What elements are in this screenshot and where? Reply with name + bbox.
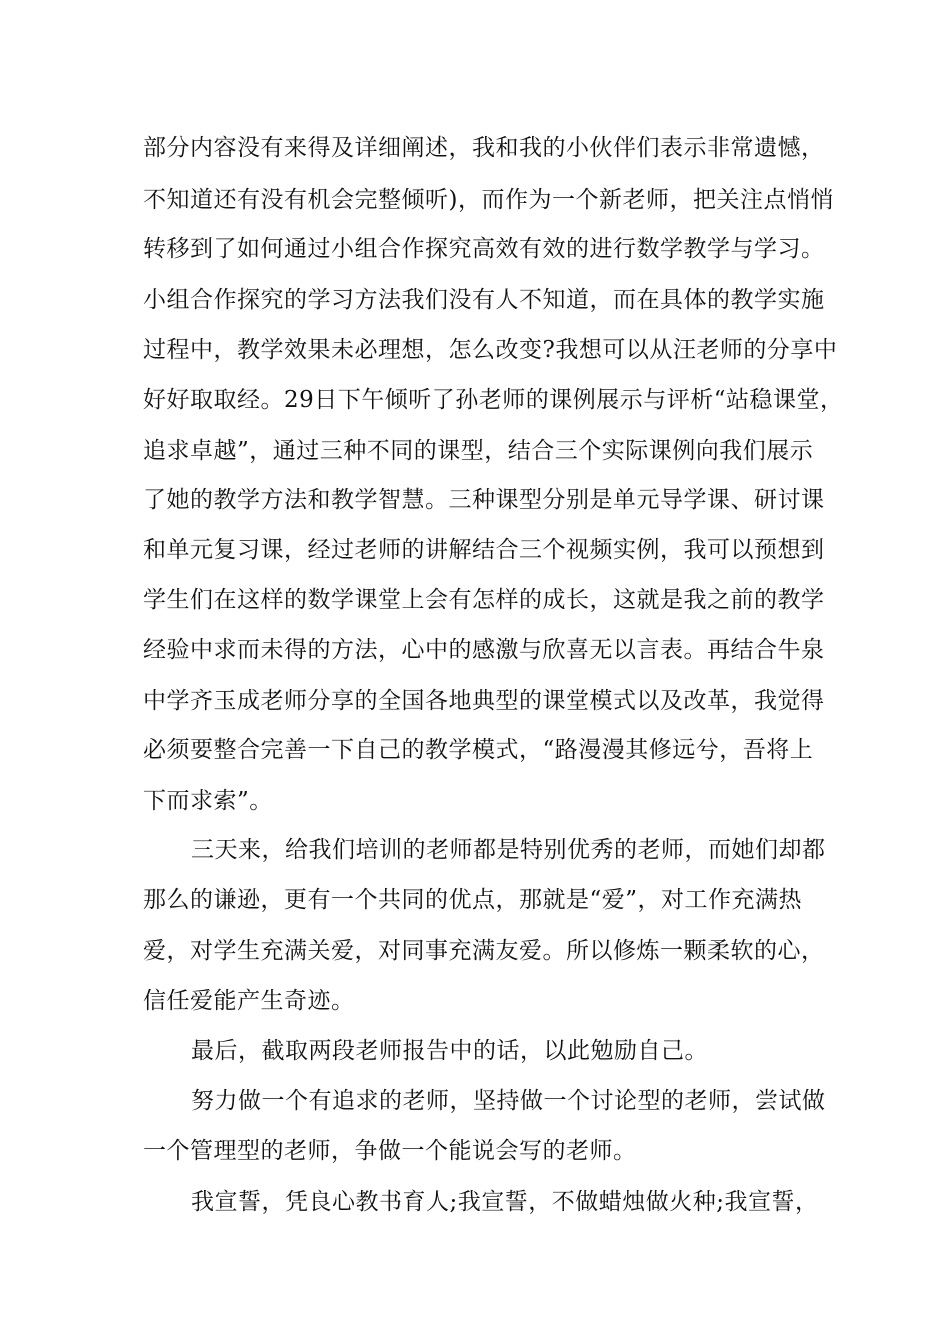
text-line: 和单元复习课，经过老师的讲解结合三个视频实例，我可以预想到 [143,537,825,563]
text-line: 转移到了如何通过小组合作探究高效有效的进行数学教学与学习。 [143,236,825,262]
text-line: 中学齐玉成老师分享的全国各地典型的课堂模式以及改革，我觉得 [143,688,825,714]
text-line: 不知道还有没有机会完整倾听)，而作为一个新老师，把关注点悄悄 [143,187,834,213]
text-line: 小组合作探究的学习方法我们没有人不知道，而在具体的教学实施 [143,287,825,313]
text-line: 学生们在这样的数学课堂上会有怎样的成长，这就是我之前的教学 [143,587,825,613]
text-line: 过程中，教学效果未必理想，怎么改变?我想可以从汪老师的分享中 [143,337,838,363]
text-line: 爱，对学生充满关爱，对同事充满友爱。所以修炼一颗柔软的心， [143,938,825,964]
text-line: 那么的谦逊，更有一个共同的优点，那就是“爱”，对工作充满热 [143,887,803,913]
paragraph-first-line: 我宣誓，凭良心教书育人;我宣誓，不做蜡烛做火种;我宣誓， [191,1189,819,1215]
text-line: 一个管理型的老师，争做一个能说会写的老师。 [143,1138,637,1164]
text-line: 经验中求而未得的方法，心中的感激与欣喜无以言表。再结合牛泉 [143,637,825,663]
paragraph-first-line: 最后，截取两段老师报告中的话，以此勉励自己。 [191,1038,708,1064]
text-line: 好好取取经。29日下午倾听了孙老师的课例展示与评析“站稳课堂， [143,387,844,413]
paragraph-first-line: 努力做一个有追求的老师，坚持做一个讨论型的老师，尝试做 [191,1088,826,1114]
text-line: 下而求索”。 [143,788,273,814]
paragraph-first-line: 三天来，给我们培训的老师都是特别优秀的老师，而她们却都 [191,837,826,863]
text-line: 了她的教学方法和教学智慧。三种课型分别是单元导学课、研讨课 [143,487,825,513]
text-line: 追求卓越”，通过三种不同的课型，结合三个实际课例向我们展示 [143,438,814,464]
text-line: 必须要整合完善一下自己的教学模式，“路漫漫其修远兮，吾将上 [143,737,814,763]
text-line: 信任爱能产生奇迹。 [143,988,355,1014]
text-line: 部分内容没有来得及详细阐述，我和我的小伙伴们表示非常遗憾， [143,135,825,161]
